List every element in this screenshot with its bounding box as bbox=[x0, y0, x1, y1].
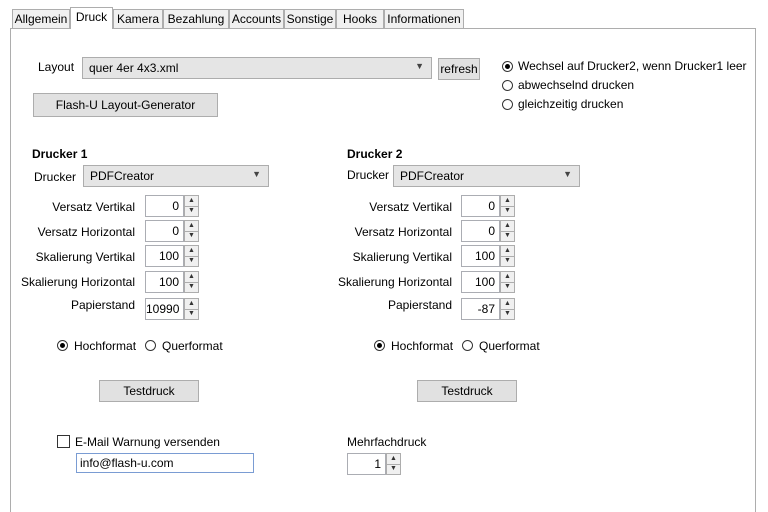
printer2-scale-v-value[interactable]: 100 bbox=[461, 245, 500, 267]
printer2-paper-value[interactable]: -87 bbox=[461, 298, 500, 320]
tab-sonstige[interactable]: Sonstige bbox=[284, 9, 336, 28]
spin-up-icon[interactable]: ▲ bbox=[501, 196, 514, 207]
printer2-scale-h-value[interactable]: 100 bbox=[461, 271, 500, 293]
print-mode-label-simultaneous: gleichzeitig drucken bbox=[518, 97, 624, 111]
printer1-scale-v-value[interactable]: 100 bbox=[145, 245, 184, 267]
spin-down-icon[interactable]: ▼ bbox=[504, 232, 511, 239]
chevron-down-icon: ▼ bbox=[563, 169, 572, 179]
printer1-portrait-radio[interactable] bbox=[57, 340, 68, 351]
printer1-offset-v-value[interactable]: 0 bbox=[145, 195, 184, 217]
email-field[interactable]: info@flash-u.com bbox=[76, 453, 254, 473]
tab-druck[interactable]: Druck bbox=[70, 7, 113, 29]
printer2-select-value: PDFCreator bbox=[400, 169, 465, 183]
tab-hooks[interactable]: Hooks bbox=[336, 9, 384, 28]
layout-label: Layout bbox=[38, 60, 75, 74]
printer1-landscape-label: Querformat bbox=[162, 339, 223, 353]
printer1-scale-h-label: Skalierung Horizontal bbox=[20, 275, 135, 289]
printer1-portrait-label: Hochformat bbox=[74, 339, 137, 353]
print-mode-radio-alternate[interactable] bbox=[502, 80, 513, 91]
tab-allgemein[interactable]: Allgemein bbox=[12, 9, 70, 28]
printer1-paper-value[interactable]: 10990 bbox=[145, 298, 184, 320]
spin-up-icon[interactable]: ▲ bbox=[185, 272, 198, 283]
printer2-printer-label: Drucker bbox=[347, 168, 390, 182]
printer1-scale-h-value[interactable]: 100 bbox=[145, 271, 184, 293]
printer2-scale-h-label: Skalierung Horizontal bbox=[337, 275, 452, 289]
printer2-scale-v-label: Skalierung Vertikal bbox=[352, 250, 452, 264]
printer1-scale-v-label: Skalierung Vertikal bbox=[35, 250, 135, 264]
spin-up-icon[interactable]: ▲ bbox=[185, 299, 198, 310]
spin-down-icon[interactable]: ▼ bbox=[188, 310, 195, 317]
tab-accounts[interactable]: Accounts bbox=[229, 9, 284, 28]
printer1-printer-label: Drucker bbox=[34, 170, 77, 184]
printer1-test-button[interactable]: Testdruck bbox=[99, 380, 199, 402]
printer1-offset-h-value[interactable]: 0 bbox=[145, 220, 184, 242]
printer2-portrait-label: Hochformat bbox=[391, 339, 454, 353]
print-mode-label-alternate: abwechselnd drucken bbox=[518, 78, 635, 92]
spin-down-icon[interactable]: ▼ bbox=[188, 207, 195, 214]
layout-generator-button[interactable]: Flash-U Layout-Generator bbox=[33, 93, 218, 117]
printer1-paper-label: Papierstand bbox=[70, 298, 135, 312]
printer1-landscape-radio[interactable] bbox=[145, 340, 156, 351]
spin-up-icon[interactable]: ▲ bbox=[501, 299, 514, 310]
spin-up-icon[interactable]: ▲ bbox=[185, 246, 198, 257]
printer1-select[interactable] bbox=[83, 165, 269, 187]
spin-down-icon[interactable]: ▼ bbox=[504, 283, 511, 290]
spin-down-icon[interactable]: ▼ bbox=[504, 207, 511, 214]
spin-down-icon[interactable]: ▼ bbox=[390, 465, 397, 472]
print-mode-label-switch: Wechsel auf Drucker2, wenn Drucker1 leer bbox=[518, 59, 747, 73]
printer2-test-button[interactable]: Testdruck bbox=[417, 380, 517, 402]
multi-print-label: Mehrfachdruck bbox=[347, 435, 427, 449]
chevron-down-icon: ▼ bbox=[252, 169, 261, 179]
printer2-portrait-radio[interactable] bbox=[374, 340, 385, 351]
printer2-offset-v-label: Versatz Vertikal bbox=[369, 200, 452, 214]
spin-down-icon[interactable]: ▼ bbox=[188, 283, 195, 290]
printer1-offset-h-label: Versatz Horizontal bbox=[37, 225, 135, 239]
spin-up-icon[interactable]: ▲ bbox=[387, 454, 400, 465]
spin-down-icon[interactable]: ▼ bbox=[504, 257, 511, 264]
tab-bezahlung[interactable]: Bezahlung bbox=[163, 9, 229, 28]
chevron-down-icon: ▼ bbox=[415, 61, 424, 71]
printer2-offset-h-label: Versatz Horizontal bbox=[354, 225, 452, 239]
spin-down-icon[interactable]: ▼ bbox=[504, 310, 511, 317]
spin-up-icon[interactable]: ▲ bbox=[185, 196, 198, 207]
layout-select[interactable] bbox=[82, 57, 432, 79]
printer2-paper-label: Papierstand bbox=[387, 298, 452, 312]
spin-down-icon[interactable]: ▼ bbox=[188, 232, 195, 239]
printer2-offset-v-value[interactable]: 0 bbox=[461, 195, 500, 217]
printer2-landscape-label: Querformat bbox=[479, 339, 540, 353]
tab-kamera[interactable]: Kamera bbox=[113, 9, 163, 28]
email-warning-checkbox[interactable] bbox=[57, 435, 70, 448]
printer2-offset-h-value[interactable]: 0 bbox=[461, 220, 500, 242]
email-warning-label: E-Mail Warnung versenden bbox=[75, 435, 220, 449]
printer1-offset-v-label: Versatz Vertikal bbox=[52, 200, 135, 214]
spin-down-icon[interactable]: ▼ bbox=[188, 257, 195, 264]
multi-print-value[interactable]: 1 bbox=[347, 453, 386, 475]
print-mode-radio-simultaneous[interactable] bbox=[502, 99, 513, 110]
printer2-landscape-radio[interactable] bbox=[462, 340, 473, 351]
print-mode-radio-switch[interactable] bbox=[502, 61, 513, 72]
printer2-title: Drucker 2 bbox=[347, 147, 403, 161]
spin-up-icon[interactable]: ▲ bbox=[501, 272, 514, 283]
spin-up-icon[interactable]: ▲ bbox=[501, 246, 514, 257]
printer1-title: Drucker 1 bbox=[32, 147, 88, 161]
spin-up-icon[interactable]: ▲ bbox=[185, 221, 198, 232]
printer1-select-value: PDFCreator bbox=[90, 169, 155, 183]
refresh-button[interactable]: refresh bbox=[438, 58, 480, 80]
tab-informationen[interactable]: Informationen bbox=[384, 9, 464, 28]
layout-select-value: quer 4er 4x3.xml bbox=[89, 61, 179, 75]
spin-up-icon[interactable]: ▲ bbox=[501, 221, 514, 232]
printer2-select[interactable] bbox=[393, 165, 580, 187]
